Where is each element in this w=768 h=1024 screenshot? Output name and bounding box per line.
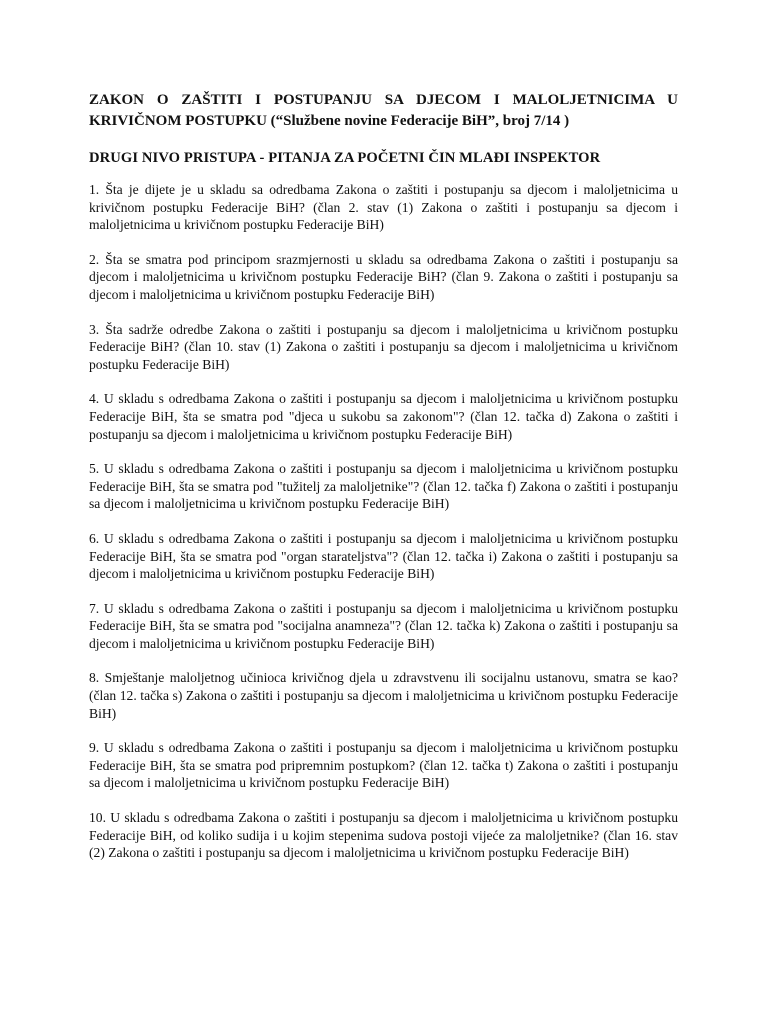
- document-title: [89, 90, 678, 132]
- question-item: 8. Smještanje maloljetnog učinioca krivičnog djela u zdravstvenu ili socijalnu ustanovu, smatra se kao? (član 12. tačka s) Zakona o zaštiti i postupanju sa djecom i maloljetnicima u krivičnom postupku Federacije BiH): [89, 670, 678, 721]
- document-title-line-2: KRIVIČNOM POSTUPKU (“Službene novine Federacije BiH”, broj 7/14 ): [89, 113, 570, 129]
- question-item: 6. U skladu s odredbama Zakona o zaštiti i postupanju sa djecom i maloljetnicima u krivičnom postupku Federacije BiH, šta se smatra pod "organ starateljstva"? (član 12. tačka i) Zakona o zaštiti i postupanju sa djecom i maloljetnicima u krivičnom postupku Federacije BiH): [89, 530, 678, 582]
- question-item: 4. U skladu s odredbama Zakona o zaštiti i postupanju sa djecom i maloljetnicima u krivičnom postupku Federacije BiH, šta se smatra pod "djeca u sukobu sa zakonom"? (član 12. tačka d) Zakona o zaštiti i postupanju sa djecom i maloljetnicima u krivičnom postupku Federacije BiH): [89, 391, 678, 442]
- question-item: 1. Šta je dijete je u skladu sa odredbama Zakona o zaštiti i postupanju sa djecom i maloljetnicima u krivičnom postupku Federacije BiH? (član 2. stav (1) Zakona o zaštiti i postupanju sa djecom i maloljetnicima u krivičnom postupku Federacije BiH): [89, 182, 678, 233]
- question-item: 9. U skladu s odredbama Zakona o zaštiti i postupanju sa djecom i maloljetnicima u krivičnom postupku Federacije BiH, šta se smatra pod pripremnim postupkom? (član 12. tačka t) Zakona o zaštiti i postupanju sa djecom i maloljetnicima u krivičnom postupku Federacije BiH): [89, 740, 678, 791]
- document-title-line-1: ZAKON O ZAŠTITI I POSTUPANJU SA DJECOM I MALOLJETNICIMA U: [89, 92, 678, 108]
- question-item: 3. Šta sadrže odredbe Zakona o zaštiti i postupanju sa djecom i maloljetnicima u krivičnom postupku Federacije BiH? (član 10. stav (1) Zakona o zaštiti i postupanju sa djecom i maloljetnicima u krivičnom postupku Federacije BiH): [89, 321, 678, 372]
- question-item: 10. U skladu s odredbama Zakona o zaštiti i postupanju sa djecom i maloljetnicima u krivičnom postupku Federacije BiH, od koliko sudija i u kojim stepenima sudova postoji vijeće za maloljetnike? (član 16. stav (2) Zakona o zaštiti i postupanju sa djecom i maloljetnicima u krivičnom postupku Federacije BiH): [89, 810, 678, 861]
- document-page: [89, 90, 678, 879]
- question-item: 5. U skladu s odredbama Zakona o zaštiti i postupanju sa djecom i maloljetnicima u krivičnom postupku Federacije BiH, šta se smatra pod "tužitelj za maloljetnike"? (član 12. tačka f) Zakona o zaštiti i postupanju sa djecom i maloljetnicima u krivičnom postupku Federacije BiH): [89, 461, 678, 512]
- question-item: 2. Šta se smatra pod principom srazmjernosti u skladu sa odredbama Zakona o zaštiti i postupanju sa djecom i maloljetnicima u krivičnom postupku Federacije BiH? (član 9. Zakona o zaštiti i postupanju sa djecom i maloljetnicima u krivičnom postupku Federacije BiH): [89, 251, 678, 302]
- document-subtitle: DRUGI NIVO PRISTUPA - PITANJA ZA POČETNI ČIN MLAĐI INSPEKTOR: [89, 150, 601, 166]
- question-item: 7. U skladu s odredbama Zakona o zaštiti i postupanju sa djecom i maloljetnicima u krivičnom postupku Federacije BiH, šta se smatra pod "socijalna anamneza"? (član 12. tačka k) Zakona o zaštiti i postupanju sa djecom i maloljetnicima u krivičnom postupku Federacije BiH): [89, 600, 678, 651]
